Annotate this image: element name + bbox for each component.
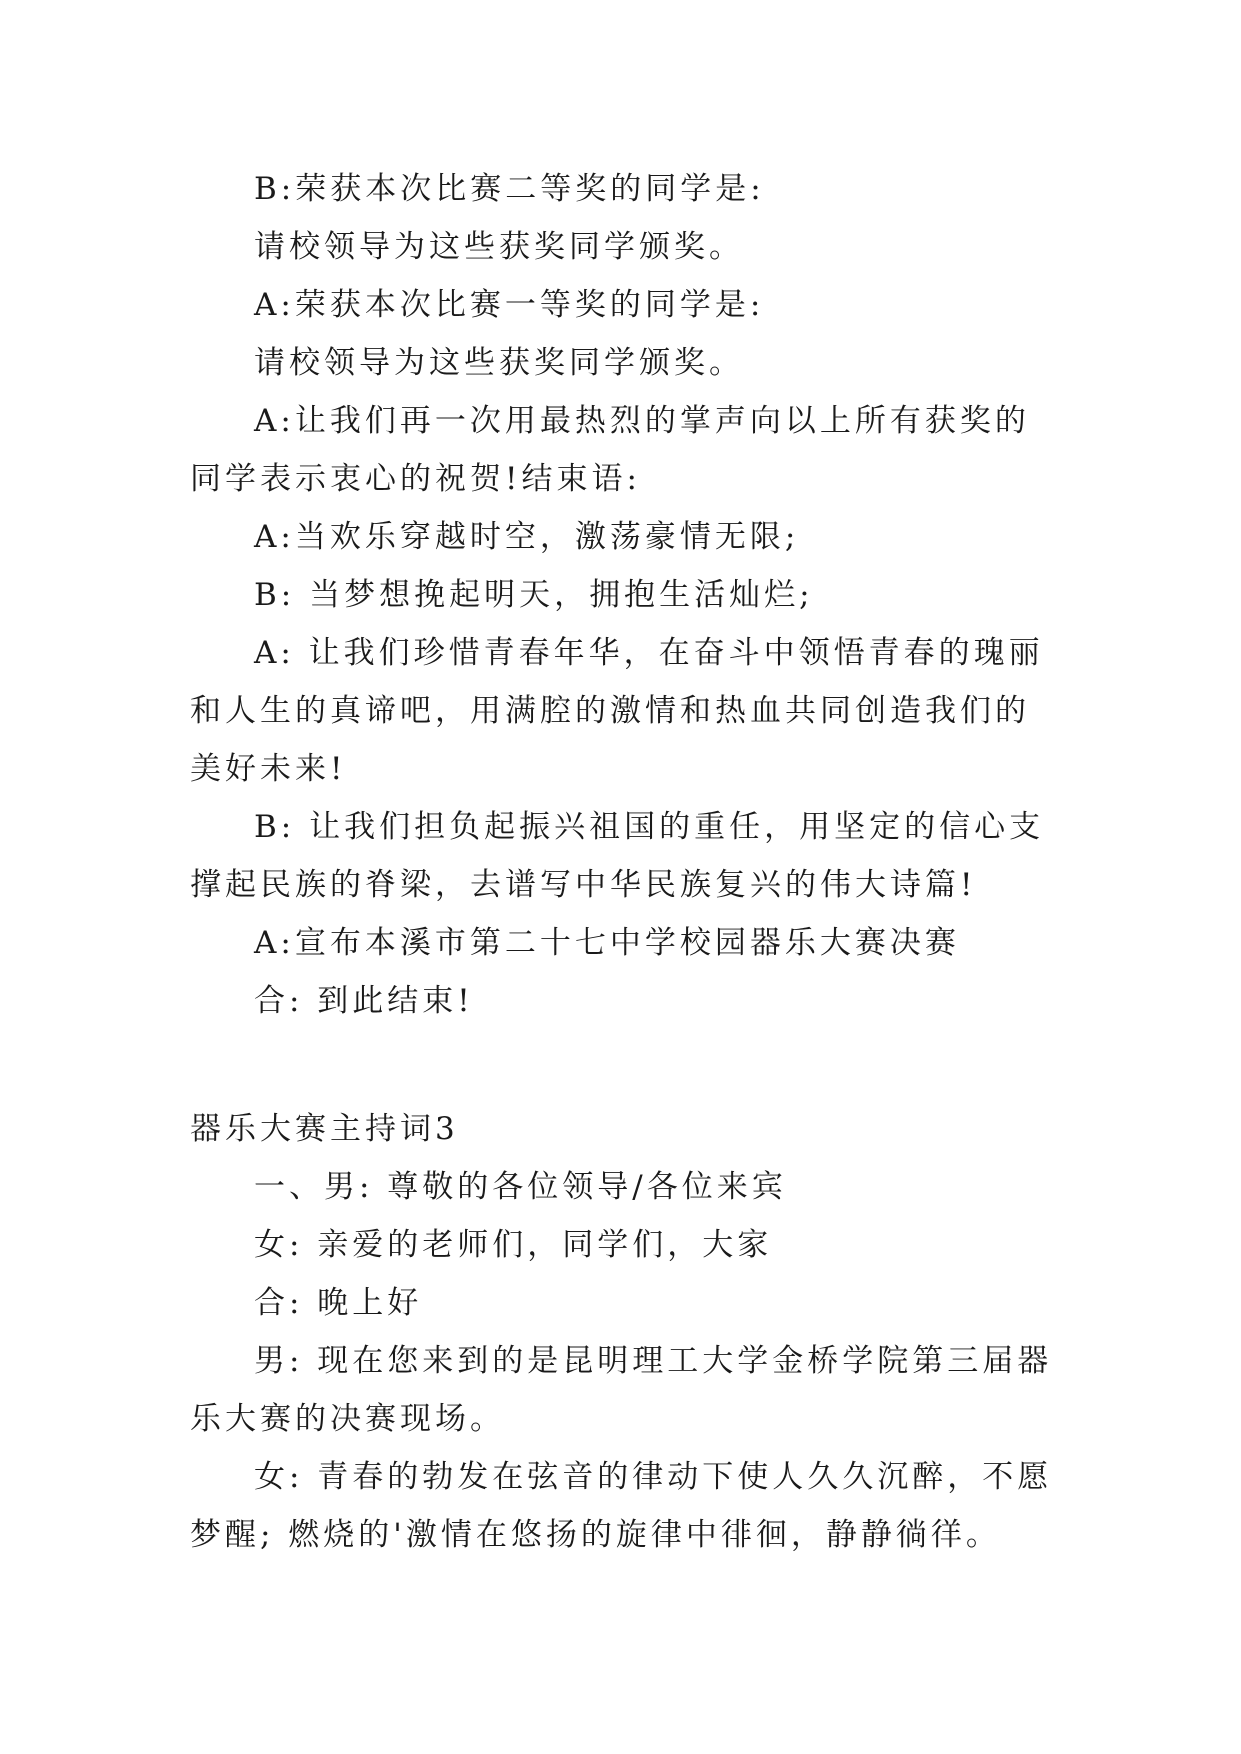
paragraph: 请校领导为这些获奖同学颁奖。 bbox=[254, 229, 744, 265]
paragraph: A:荣获本次比赛一等奖的同学是: bbox=[254, 287, 765, 323]
paragraph: 一、男: 尊敬的各位领导/各位来宾 bbox=[254, 1169, 787, 1205]
script-section-2 bbox=[190, 1100, 1060, 1564]
script-section-1 bbox=[190, 160, 1060, 1030]
paragraph: 合: 到此结束! bbox=[254, 983, 474, 1019]
section-heading: 器乐大赛主持词3 bbox=[190, 1111, 459, 1147]
paragraph: A:当欢乐穿越时空，激荡豪情无限; bbox=[254, 519, 800, 555]
paragraph: A:让我们再一次用最热烈的掌声向以上所有获奖的同学表示衷心的祝贺!结束语: bbox=[190, 403, 1030, 497]
paragraph: B: 当梦想挽起明天，拥抱生活灿烂; bbox=[254, 577, 814, 613]
paragraph: 女: 亲爱的老师们，同学们，大家 bbox=[254, 1227, 773, 1263]
paragraph: A: 让我们珍惜青春年华，在奋斗中领悟青春的瑰丽和人生的真谛吧，用满腔的激情和热血共同创造我们的美好未来! bbox=[190, 635, 1044, 787]
paragraph: 男: 现在您来到的是昆明理工大学金桥学院第三届器乐大赛的决赛现场。 bbox=[190, 1343, 1053, 1437]
paragraph: 女: 青春的勃发在弦音的律动下使人久久沉醉，不愿梦醒; 燃烧的'激情在悠扬的旋律中徘徊，静静徜徉。 bbox=[190, 1459, 1053, 1553]
paragraph: B: 让我们担负起振兴祖国的重任，用坚定的信心支撑起民族的脊梁，去谱写中华民族复兴的伟大诗篇! bbox=[190, 809, 1045, 903]
paragraph: A:宣布本溪市第二十七中学校园器乐大赛决赛 bbox=[254, 925, 960, 961]
paragraph: 请校领导为这些获奖同学颁奖。 bbox=[254, 345, 744, 381]
paragraph: 合: 晚上好 bbox=[254, 1285, 423, 1321]
paragraph: B:荣获本次比赛二等奖的同学是: bbox=[254, 171, 765, 207]
